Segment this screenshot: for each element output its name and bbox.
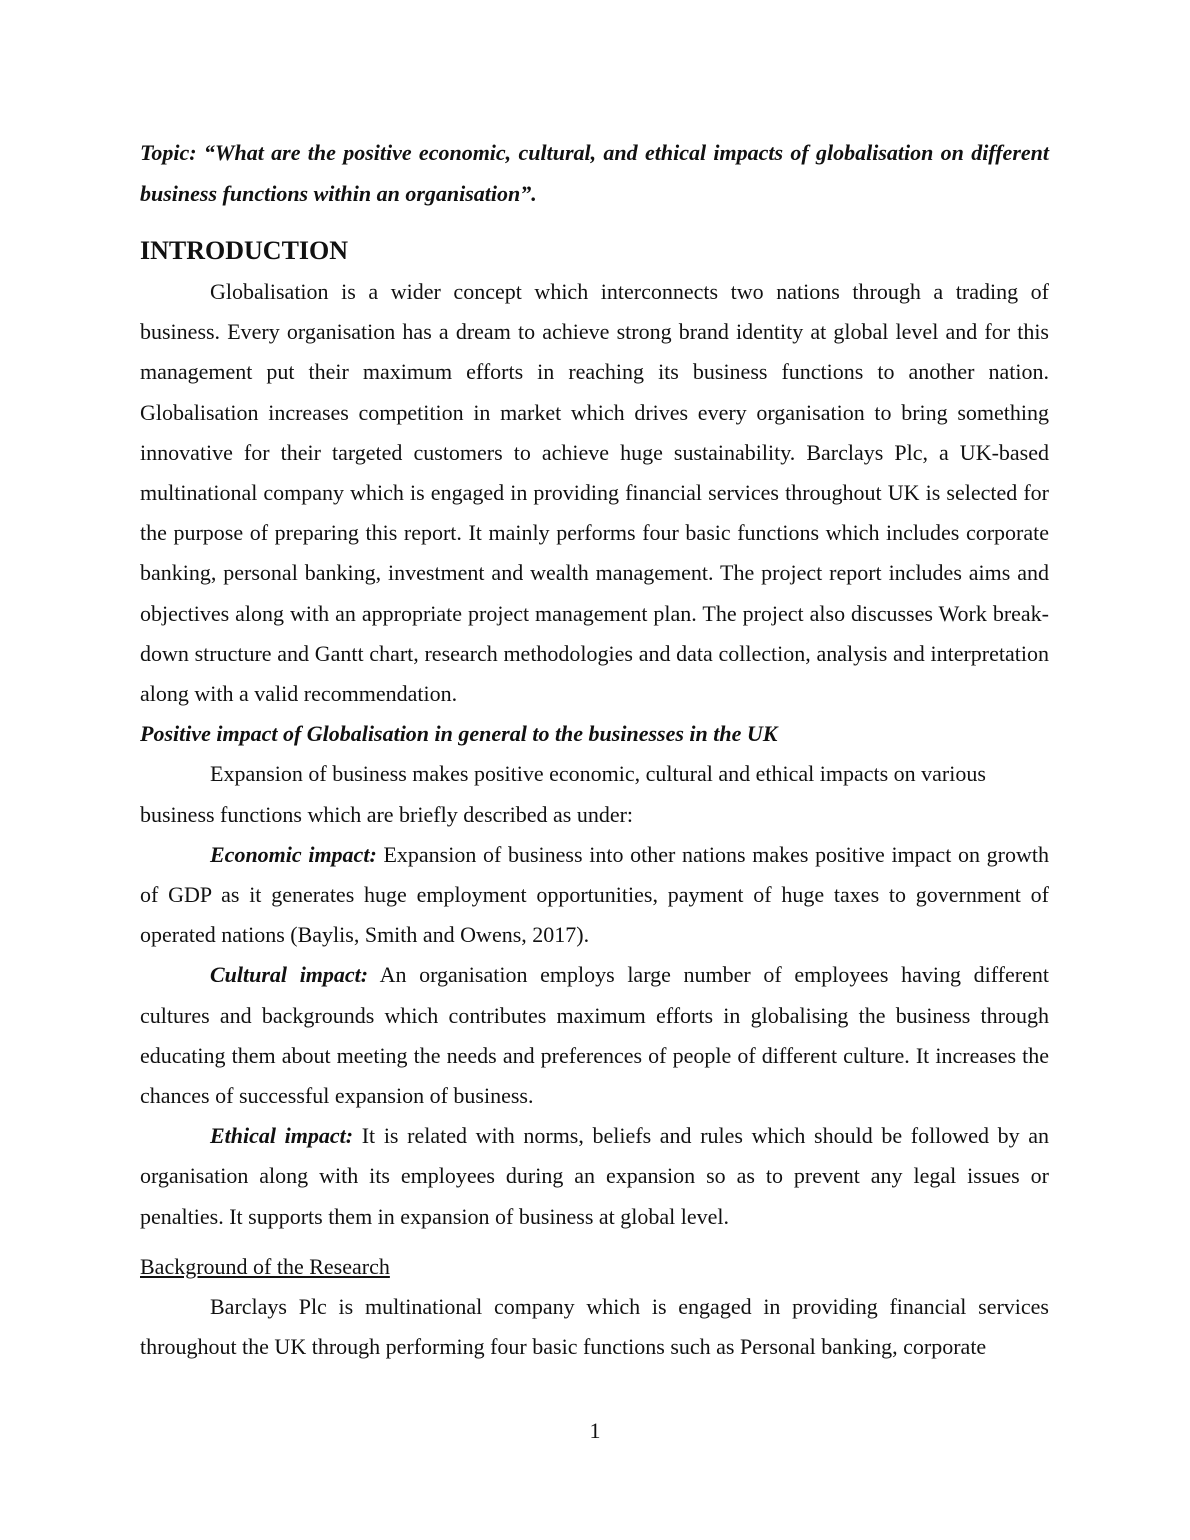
topic-heading: Topic: “What are the positive economic, cultural, and ethical impacts of globalisation on different business functions within an organisation”. <box>140 140 1049 206</box>
economic-impact-label: Economic impact: <box>210 841 377 867</box>
introduction-paragraph: Globalisation is a wider concept which interconnects two nations through a trading of business. Every organisation has a dream to achieve strong brand identity at global level and for this management put their maximum efforts in reaching its business functions to another nation. Globalisation increases competition in market which drives every organisation to bring something innovative for their targeted customers to achieve huge sustainability. Barclays Plc, a UK-based multinational company which is engaged in providing financial services throughout UK is selected for the purpose of preparing this report. It mainly performs four basic functions which includes corporate banking, personal banking, investment and wealth management. The project report includes aims and objectives along with an appropriate project management plan. The project also discusses Work break-down structure and Gantt chart, research methodologies and data collection, analysis and interpretation along with a valid recommendation. <box>140 279 1049 707</box>
background-paragraph: Barclays Plc is multinational company which is engaged in providing financial services throughout the UK through performing four basic functions such as Personal banking, corporate <box>140 1293 1049 1360</box>
positive-impact-heading: Positive impact of Globalisation in general to the businesses in the UK <box>140 721 778 747</box>
ethical-impact-paragraph <box>140 1116 1049 1237</box>
cultural-impact-paragraph <box>140 955 1049 1116</box>
introduction-heading: INTRODUCTION <box>140 236 349 265</box>
page-number: 1 <box>589 1418 601 1443</box>
cultural-impact-text: An organisation employs large number of employees having different cultures and backgrounds which contributes maximum efforts in globalising the business through educating them about meeting the needs and preferences of people of different culture. It increases the chances of successful expansion of business. <box>140 962 1049 1109</box>
positive-impact-intro: Expansion of business makes positive economic, cultural and ethical impacts on various business functions which are briefly described as under: <box>140 761 986 827</box>
cultural-impact-label: Cultural impact: <box>210 962 369 988</box>
economic-impact-paragraph <box>140 835 1049 956</box>
ethical-impact-text: It is related with norms, beliefs and rules which should be followed by an organisation along with its employees during an expansion so as to prevent any legal issues or penalties. It supports them in expansion of business at global level. <box>140 1123 1049 1229</box>
ethical-impact-label: Ethical impact: <box>210 1123 354 1149</box>
document-page <box>140 133 1049 1367</box>
economic-impact-text: Expansion of business into other nations makes positive impact on growth of GDP as it generates huge employment opportunities, payment of huge taxes to government of operated nations (Baylis, Smith and Owens, 2017). <box>140 841 1049 948</box>
background-heading: Background of the Research <box>140 1253 390 1279</box>
